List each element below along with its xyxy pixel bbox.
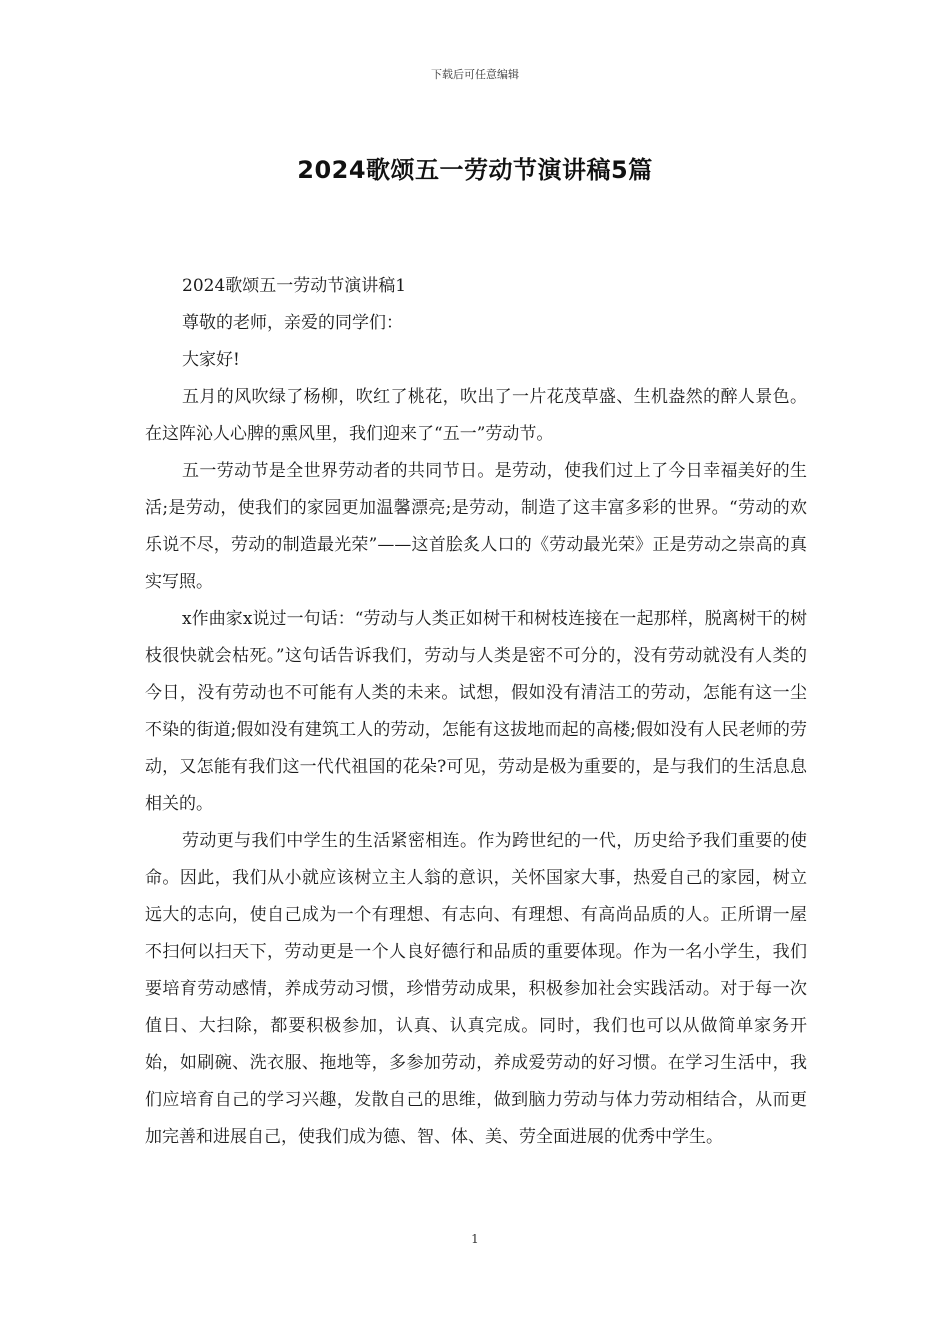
salutation: 尊敬的老师，亲爱的同学们： — [182, 313, 403, 333]
document-title: 2024歌颂五一劳动节演讲稿5篇 — [297, 156, 653, 184]
body-paragraph: x作曲家x说过一句话：“劳动与人类正如树干和树枝连接在一起那样，脱离树干的树枝很快就会枯死。”这句话告诉我们，劳动与人类是密不可分的，没有劳动就没有人类的今日，没有劳动也不可能有人类的未来。试想，假如没有清洁工的劳动，怎能有这一尘不染的街道;假如没有建筑工人的劳动，怎能有这拔地而起的高楼;假如没有人民老师的劳动，又怎能有我们这一代代祖国的花朵?可见，劳动是极为重要的，是与我们的生活息息相关的。 — [145, 609, 807, 814]
header-note: 下载后可任意编辑 — [431, 68, 519, 81]
body-paragraph: 五一劳动节是全世界劳动者的共同节日。是劳动，使我们过上了今日幸福美好的生活;是劳动，使我们的家园更加温馨漂亮;是劳动，制造了这丰富多彩的世界。“劳动的欢乐说不尽，劳动的制造最光荣”——这首脍炙人口的《劳动最光荣》正是劳动之崇高的真实写照。 — [145, 461, 807, 592]
speech-heading: 2024歌颂五一劳动节演讲稿1 — [182, 276, 407, 296]
greeting: 大家好! — [182, 350, 240, 370]
body-paragraph: 五月的风吹绿了杨柳，吹红了桃花，吹出了一片花茂草盛、生机盎然的醉人景色。在这阵沁人心脾的熏风里，我们迎来了“五一”劳动节。 — [145, 387, 807, 444]
body-paragraph: 劳动更与我们中学生的生活紧密相连。作为跨世纪的一代，历史给予我们重要的使命。因此，我们从小就应该树立主人翁的意识，关怀国家大事，热爱自己的家园，树立远大的志向，使自己成为一个有理想、有志向、有理想、有高尚品质的人。正所谓一屋不扫何以扫天下，劳动更是一个人良好德行和品质的重要体现。作为一名小学生，我们要培育劳动感情，养成劳动习惯，珍惜劳动成果，积极参加社会实践活动。对于每一次值日、大扫除，都要积极参加，认真、认真完成。同时，我们也可以从做简单家务开始，如刷碗、洗衣服、拖地等，多参加劳动，养成爱劳动的好习惯。在学习生活中，我们应培育自己的学习兴趣，发散自己的思维，做到脑力劳动与体力劳动相结合，从而更加完善和进展自己，使我们成为德、智、体、美、劳全面进展的优秀中学生。 — [145, 831, 807, 1147]
page-number: 1 — [471, 1232, 479, 1246]
document-body — [145, 268, 807, 1156]
